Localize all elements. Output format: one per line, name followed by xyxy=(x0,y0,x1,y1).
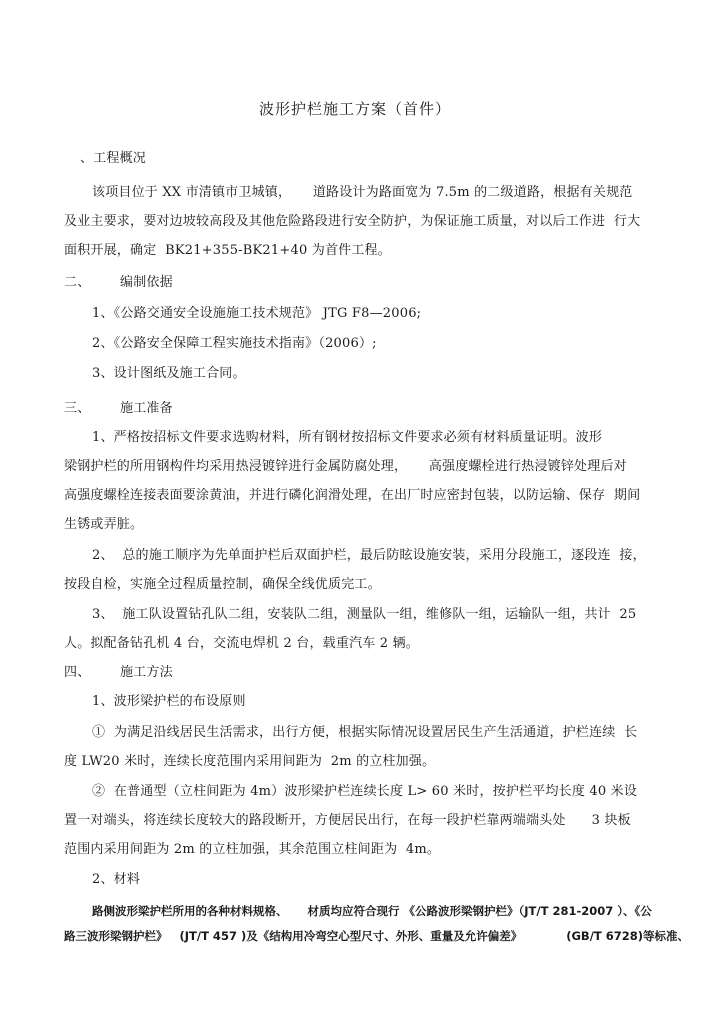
subheading: 2、材料 xyxy=(92,872,141,887)
list-item: 1、《公路交通安全设施施工技术规范》 JTG F8—2006; xyxy=(92,306,422,321)
paragraph-line: 生锈或弄脏。 xyxy=(64,517,144,532)
section-number: 三、 xyxy=(64,401,91,416)
paragraph-line: 面积开展，确定 BK21+355-BK21+40 为首件工程。 xyxy=(64,243,391,258)
paragraph-line-bold: 路侧波形梁护栏所用的各种材料规格、 材质均应符合现行 《公路波形梁钢护栏》（JT/T 281-2007 ）、《公 xyxy=(92,904,652,918)
paragraph-line: 人。拟配备钻孔机 4 台，交流电焊机 2 台，载重汽车 2 辆。 xyxy=(64,636,420,651)
paragraph-line: 3、 施工队设置钻孔队二组，安装队二组，测量队一组，维修队一组，运输队一组，共计 25 xyxy=(92,607,637,622)
page-title: 波形护栏施工方案（首件） xyxy=(259,100,452,118)
paragraph-line: 范围内采用间距为 2m 的立柱加强，其余范围立柱间距为 4m。 xyxy=(64,842,441,857)
section-heading-method: 施工方法 xyxy=(120,665,173,680)
list-item: 2、《公路安全保障工程实施技术指南》（2006）; xyxy=(92,336,377,351)
paragraph-line-bold: 路三波形梁钢护栏》 (JT/T 457 )及《结构用冷弯空心型尺寸、外形、重量及允许偏差》 (GB/T 6728)等标准、 xyxy=(64,929,690,943)
paragraph-line: 1、严格按招标文件要求选购材料，所有钢材按招标文件要求必须有材料质量证明。波形 xyxy=(92,430,603,445)
subheading: 1、波形梁护栏的布设原则 xyxy=(92,694,246,709)
section-number: 二、 xyxy=(64,275,91,290)
paragraph-line: 该项目位于 XX 市清镇市卫城镇， 道路设计为路面宽为 7.5m 的二级道路，根据有关规范 xyxy=(92,185,633,200)
section-number: 四、 xyxy=(64,665,91,680)
paragraph-line: 度 LW20 米时，连续长度范围内采用间距为 2m 的立柱加强。 xyxy=(64,754,436,769)
list-item: 3、设计图纸及施工合同。 xyxy=(92,366,246,381)
section-heading-basis: 编制依据 xyxy=(120,275,173,290)
paragraph-line: 按段自检，实施全过程质量控制，确保全线优质完工。 xyxy=(64,577,381,592)
paragraph-line: ① 为满足沿线居民生活需求，出行方便，根据实际情况设置居民生产生活通道，护栏连续 长 xyxy=(92,725,638,740)
paragraph-line: ② 在普通型（立柱间距为 4m）波形梁护栏连续长度 L> 60 米时，按护栏平均长度 40 米设 xyxy=(92,784,638,799)
paragraph-line: 及业主要求，要对边坡较高段及其他危险路段进行安全防护，为保证施工质量，对以后工作进 行大 xyxy=(64,214,641,229)
paragraph-line: 2、 总的施工顺序为先单面护栏后双面护栏，最后防眩设施安装，采用分段施工，逐段连 接， xyxy=(92,548,646,563)
paragraph-line: 梁钢护栏的所用钢构件均采用热浸镀锌进行金属防腐处理， 高强度螺栓进行热浸镀锌处理后对 xyxy=(64,459,627,474)
paragraph-line: 置一对端头，将连续长度较大的路段断开，方便居民出行，在每一段护栏靠两端端头处 3 块板 xyxy=(64,813,631,828)
paragraph-line: 高强度螺栓连接表面要涂黄油，并进行磷化润滑处理，在出厂时应密封包装，以防运输、保存 期间 xyxy=(64,488,641,503)
section-heading-preparation: 施工准备 xyxy=(120,401,173,416)
section-heading-overview: 、工程概况 xyxy=(80,151,147,166)
